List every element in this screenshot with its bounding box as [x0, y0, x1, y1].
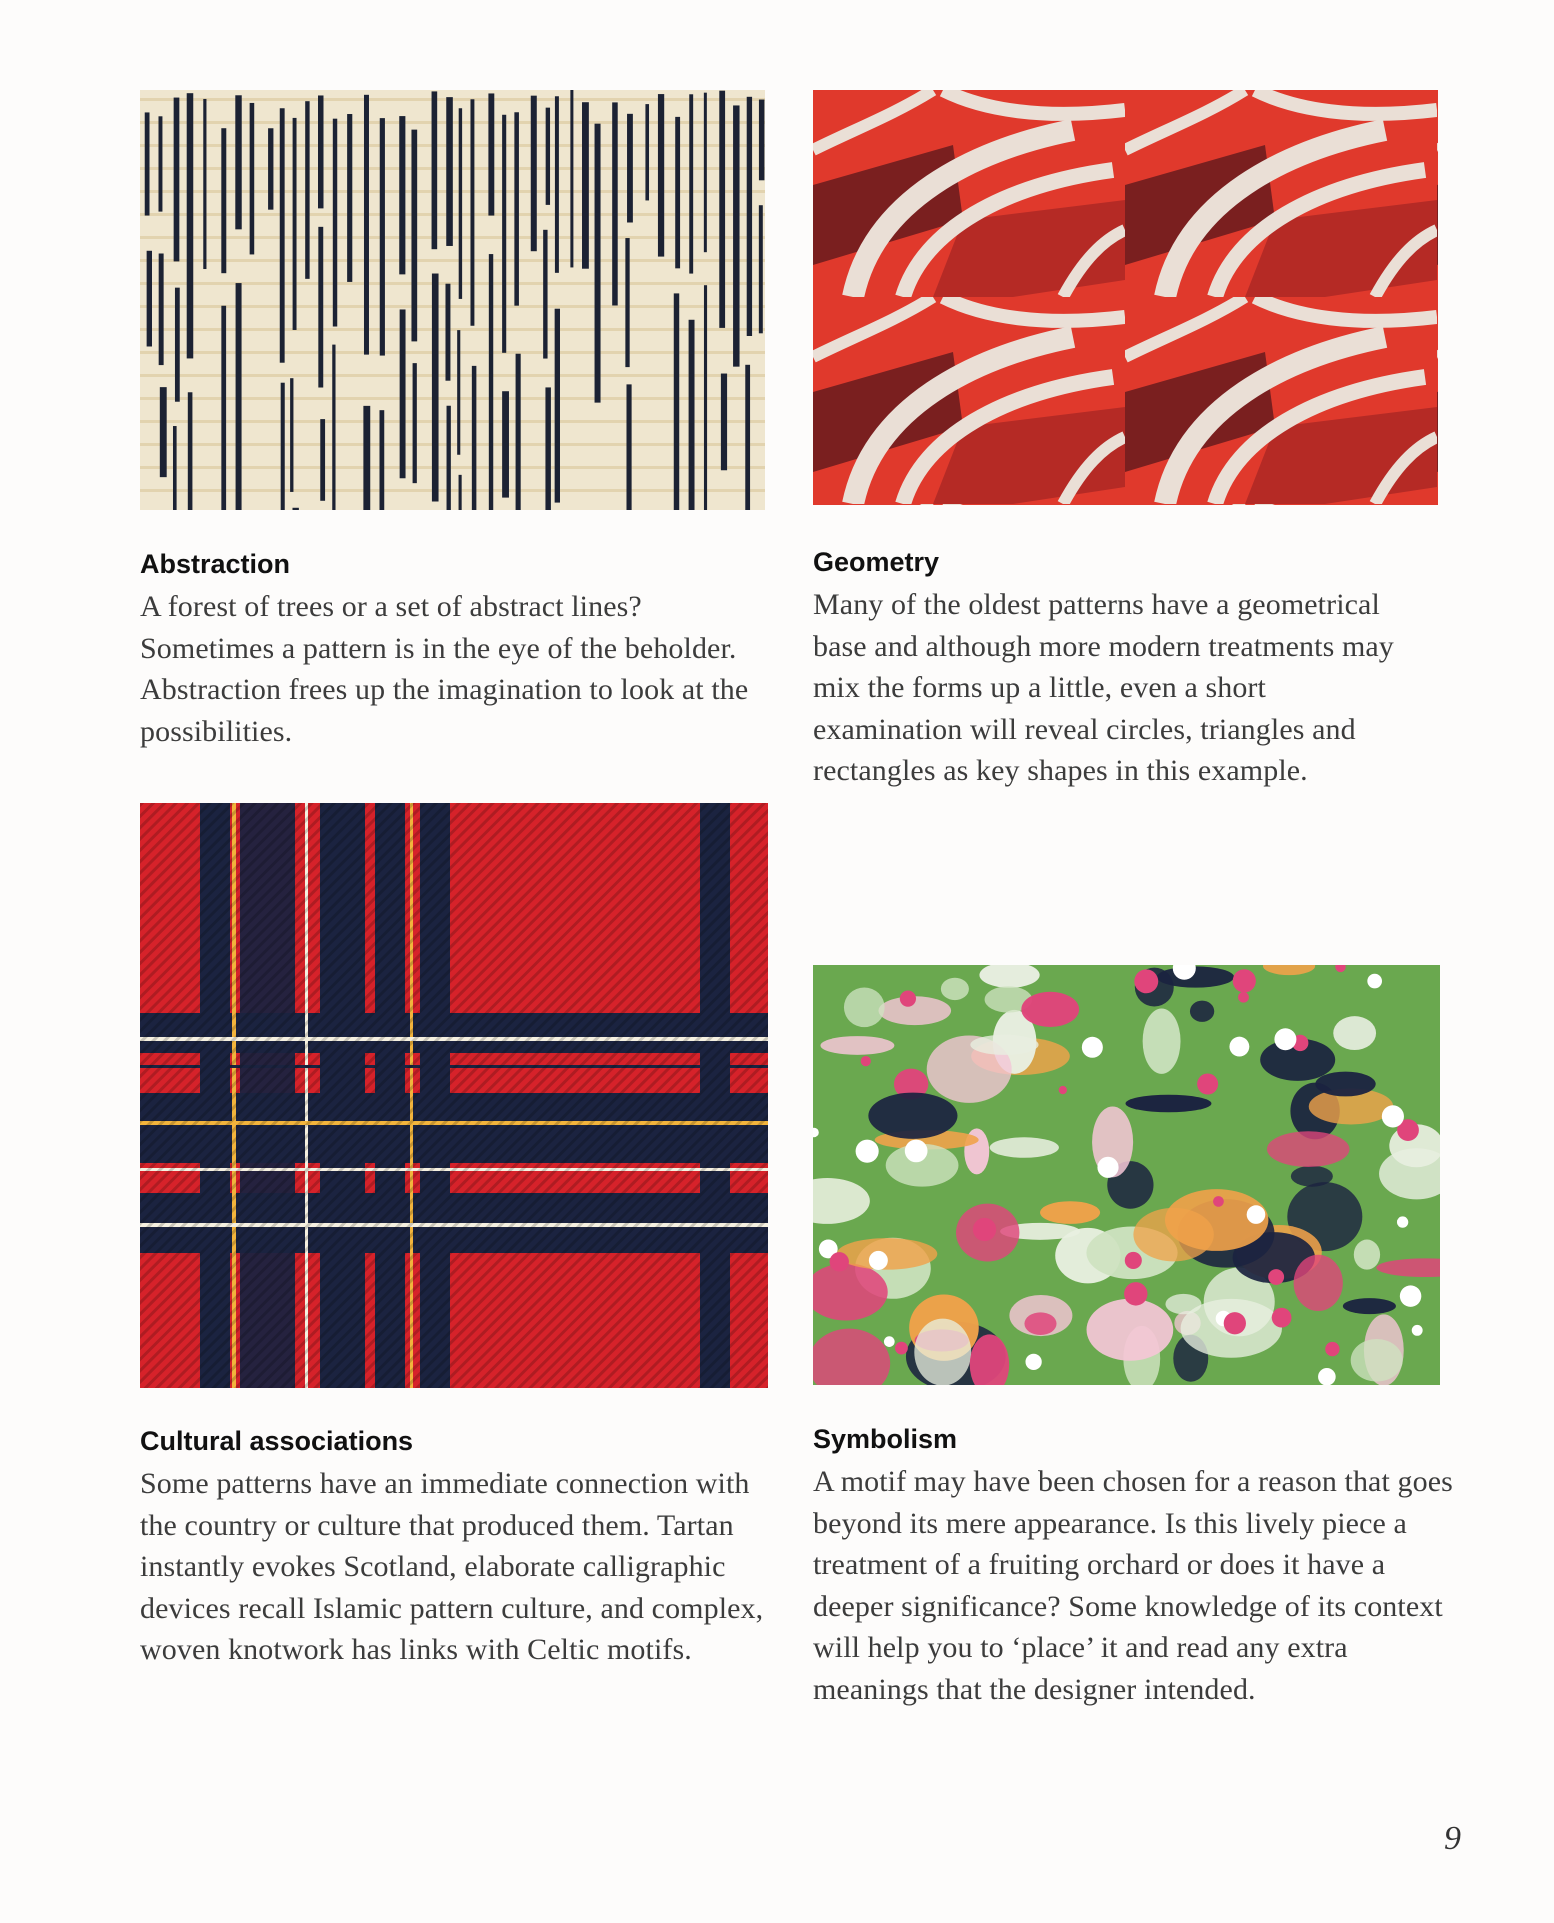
page-number: 9 — [1444, 1820, 1461, 1857]
geometry-pattern-image — [813, 90, 1438, 505]
cultural-heading: Cultural associations — [140, 1426, 414, 1456]
geometry-body: Many of the oldest patterns have a geometrical base and although more modern treatments may mix the forms up a little, even a short examination will reveal circles, triangles and rectangles as key shapes in this example. — [813, 588, 1394, 787]
abstraction-caption — [140, 548, 765, 752]
abstraction-body: A forest of trees or a set of abstract lines? Sometimes a pattern is in the eye of the beholder. Abstraction frees up the imagination to look at the possibilities. — [140, 590, 749, 748]
symbolism-caption — [813, 1423, 1453, 1710]
geometry-caption — [813, 546, 1413, 792]
abstraction-heading: Abstraction — [140, 549, 291, 579]
symbolism-body: A motif may have been chosen for a reason that goes beyond its mere appearance. Is this lively piece a treatment of a fruiting orchard or does it have a deeper significance? Some knowledge of its context will help you to ‘place’ it and read any extra meanings that the designer intended. — [813, 1465, 1453, 1706]
tartan-pattern-image — [140, 803, 768, 1388]
cultural-body: Some patterns have an immediate connection with the country or culture that produced them. Tartan instantly evokes Scotland, elaborate calligraphic devices recall Islamic pattern culture, and complex, woven knotwork has links with Celtic motifs. — [140, 1467, 764, 1666]
symbolism-pattern-image — [813, 965, 1440, 1385]
cultural-caption — [140, 1425, 765, 1671]
abstraction-pattern-image — [140, 90, 765, 510]
geometry-heading: Geometry — [813, 547, 940, 577]
symbolism-heading: Symbolism — [813, 1424, 958, 1454]
